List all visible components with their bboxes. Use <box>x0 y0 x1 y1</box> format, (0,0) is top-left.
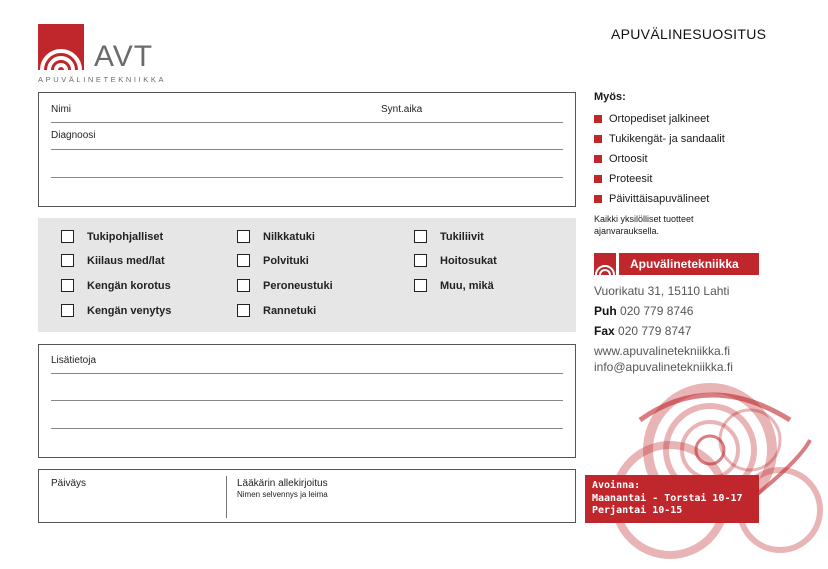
checkbox-box[interactable] <box>237 230 250 243</box>
brand-name: Apuvälinetekniikka <box>619 253 759 275</box>
list-item-label: Ortopediset jalkineet <box>609 113 710 125</box>
checkbox-label: Nilkkatuki <box>263 230 315 243</box>
checkbox-label: Kengän korotus <box>87 279 171 292</box>
opening-hours-box <box>585 475 759 523</box>
fax-label: Fax <box>594 324 615 338</box>
list-item <box>594 149 725 169</box>
logo-subtitle: APUVÄLINETEKNIIKKA <box>38 75 167 84</box>
checkbox-polvituki[interactable] <box>237 254 309 267</box>
checkbox-muu-mika[interactable] <box>414 279 494 292</box>
checkbox-box[interactable] <box>237 279 250 292</box>
name-label: Nimi <box>51 104 71 115</box>
checkbox-label: Polvituki <box>263 254 309 267</box>
contact-address: Vuorikatu 31, 15110 Lahti <box>594 284 730 298</box>
signature-divider <box>226 476 227 518</box>
bullet-icon <box>594 195 602 203</box>
hours-title: Avoinna: <box>592 480 641 491</box>
checkbox-label: Hoitosukat <box>440 254 497 267</box>
also-title: Myös: <box>594 91 626 103</box>
date-label: Päiväys <box>51 478 87 489</box>
brand-arc-icon <box>594 253 616 275</box>
checkbox-label: Peroneustuki <box>263 279 333 292</box>
logo-arc-icon <box>38 24 84 70</box>
signature-box <box>38 469 576 523</box>
diagnosis-field-line-1[interactable] <box>51 149 563 150</box>
checkbox-label: Kengän venytys <box>87 304 172 317</box>
avt-logo <box>38 24 168 84</box>
checkbox-kengan-venytys[interactable] <box>61 304 171 317</box>
list-item-label: Päivittäisapuvälineet <box>609 193 710 205</box>
checkbox-tukiliivit[interactable] <box>414 230 484 243</box>
bullet-icon <box>594 155 602 163</box>
phone-label: Puh <box>594 304 617 318</box>
diagnosis-label: Diagnoosi <box>51 130 96 141</box>
checkbox-tukipohjalliset[interactable] <box>61 230 163 243</box>
note-line: ajanvarauksella. <box>594 226 660 236</box>
checkbox-nilkkatuki[interactable] <box>237 230 315 243</box>
checkbox-box[interactable] <box>237 254 250 267</box>
list-item <box>594 129 725 149</box>
list-item-label: Ortoosit <box>609 153 648 165</box>
checkbox-label: Rannetuki <box>263 304 317 317</box>
signature-sublabel: Nimen selvennys ja leima <box>237 490 328 499</box>
checkbox-kiilaus[interactable] <box>61 254 165 267</box>
checkbox-label: Muu, mikä <box>440 279 494 292</box>
birth-date-label: Synt.aika <box>381 104 423 115</box>
checkbox-box[interactable] <box>414 279 427 292</box>
list-item <box>594 169 725 189</box>
additional-info-label: Lisätietoja <box>51 355 97 366</box>
checkbox-box[interactable] <box>61 230 74 243</box>
checkbox-box[interactable] <box>61 279 74 292</box>
document-title: APUVÄLINESUOSITUS <box>611 26 767 42</box>
appointment-note <box>594 213 744 237</box>
bullet-icon <box>594 115 602 123</box>
phone-number: 020 779 8746 <box>620 304 694 318</box>
checkbox-box[interactable] <box>61 254 74 267</box>
list-item-label: Proteesit <box>609 173 653 185</box>
additional-info-line-2[interactable] <box>51 400 563 401</box>
checkbox-label: Tukiliivit <box>440 230 484 243</box>
list-item <box>594 189 725 209</box>
checkbox-rannetuki[interactable] <box>237 304 316 317</box>
contact-email[interactable]: info@apuvalinetekniikka.fi <box>594 360 733 374</box>
list-item <box>594 109 725 129</box>
checkbox-box[interactable] <box>414 254 427 267</box>
checkbox-box[interactable] <box>237 304 250 317</box>
checkbox-hoitosukat[interactable] <box>414 254 497 267</box>
checkbox-kengan-korotus[interactable] <box>61 279 171 292</box>
bullet-icon <box>594 175 602 183</box>
checkbox-label: Kiilaus med/lat <box>87 254 165 267</box>
checkbox-box[interactable] <box>414 230 427 243</box>
logo-name: AVT <box>94 40 154 73</box>
checkbox-peroneustuki[interactable] <box>237 279 333 292</box>
name-field[interactable] <box>51 122 563 123</box>
patient-info-box <box>38 92 576 207</box>
signature-label: Lääkärin allekirjoitus <box>237 478 328 489</box>
hours-line: Perjantai 10-15 <box>592 505 683 516</box>
additional-info-box <box>38 344 576 458</box>
checkbox-label: Tukipohjalliset <box>87 230 164 243</box>
aid-checkbox-panel <box>38 218 576 332</box>
note-line: Kaikki yksilölliset tuotteet <box>594 214 694 224</box>
contact-website[interactable]: www.apuvalinetekniikka.fi <box>594 344 731 358</box>
diagnosis-field-line-2[interactable] <box>51 177 563 178</box>
fax-number: 020 779 8747 <box>618 324 692 338</box>
additional-info-line-3[interactable] <box>51 428 563 429</box>
contact-phone <box>594 304 693 318</box>
hours-line: Maanantai - Torstai 10-17 <box>592 492 743 504</box>
additional-info-line-1[interactable] <box>51 373 563 374</box>
list-item-label: Tukikengät- ja sandaalit <box>609 133 725 145</box>
contact-fax <box>594 324 691 338</box>
also-list <box>594 109 725 209</box>
checkbox-box[interactable] <box>61 304 74 317</box>
bullet-icon <box>594 135 602 143</box>
